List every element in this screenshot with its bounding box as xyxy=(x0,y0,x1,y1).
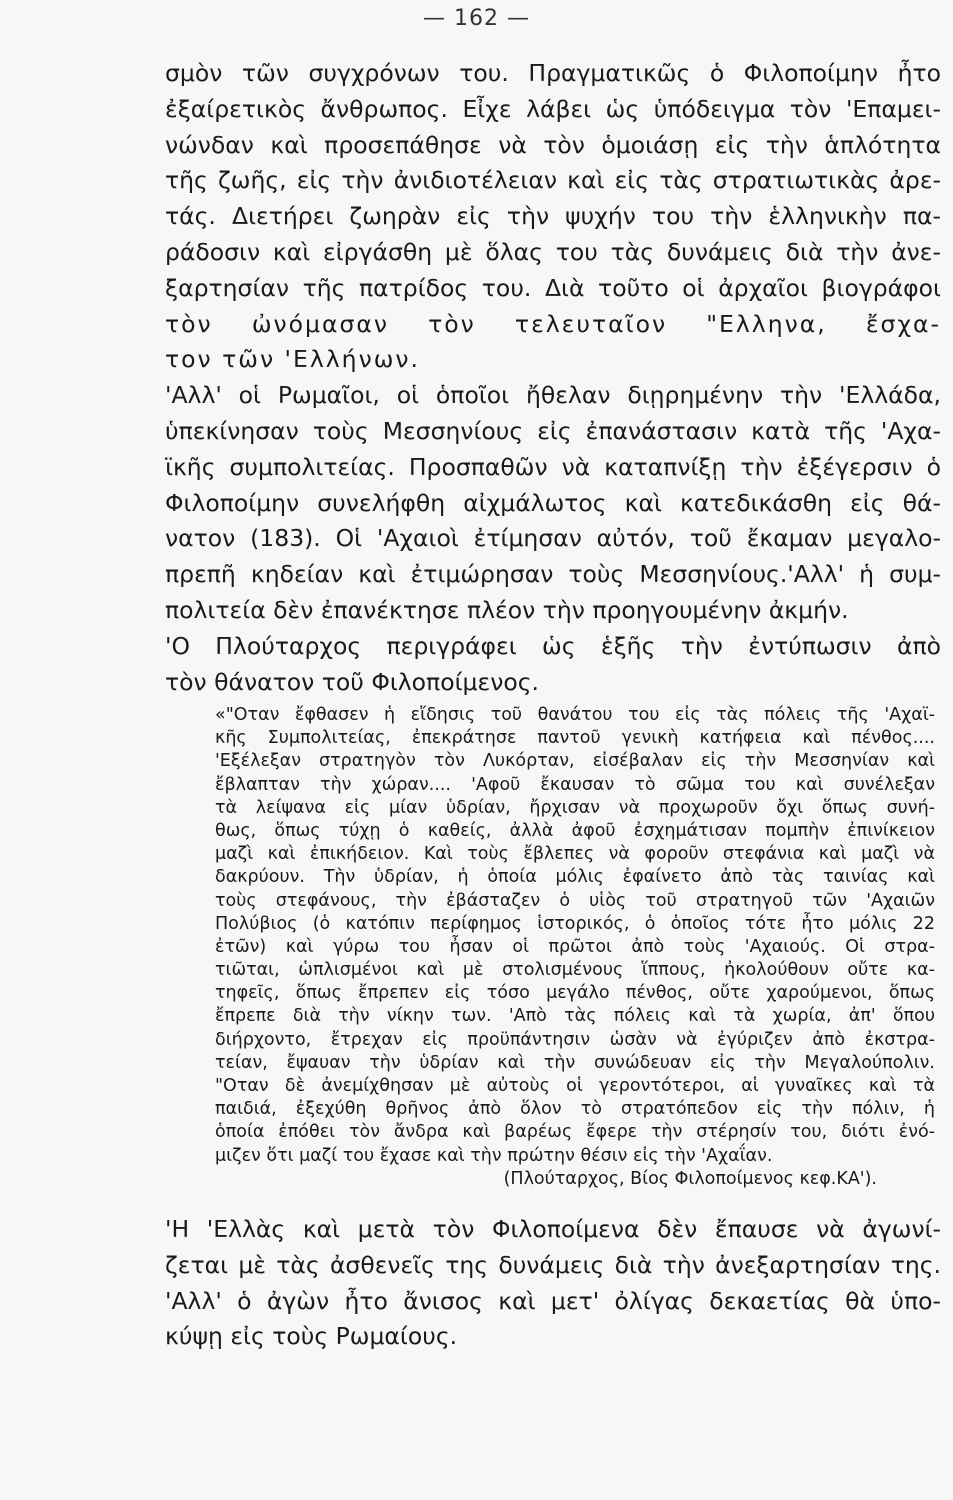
quote-line: ἔβλαπταν τὴν χώραν.... 'Αφοῦ ἔκαυσαν τὸ σῶμα του καὶ συνέλεξαν xyxy=(215,774,935,795)
plutarch-quotation xyxy=(215,704,935,1191)
text-line: ϊκῆς συμπολιτείας. Προσπαθῶν νὰ καταπνίξῃ τὴν ἐξέγερσιν ὁ xyxy=(165,452,941,481)
text-line: 'Αλλ' ὁ ἀγὼν ἦτο ἄνισος καὶ μετ' ὀλίγας δεκαετίας θὰ ὑπο- xyxy=(165,1286,941,1315)
text-line: νατον (183). Οἱ 'Αχαιοὶ ἐτίμησαν αὐτόν, τοῦ ἔκαμαν μεγαλο- xyxy=(165,524,941,553)
quote-line: ὁποία ἐπόθει τὸν ἄνδρα καὶ βαρέως ἔφερε τὴν στέρησίν του, διότι ἐνό- xyxy=(215,1122,935,1143)
text-line: τον τῶν 'Ελλήνων. xyxy=(165,345,420,374)
text-line: ὑπεκίνησαν τοὺς Μεσσηνίους εἰς ἐπανάστασιν κατὰ τῆς 'Αχα- xyxy=(165,416,941,445)
quote-line: τιῶται, ὡπλισμένοι καὶ μὲ στολισμένους ἵππους, ἠκολούθουν οὔτε κα- xyxy=(215,960,935,981)
quote-line: διήρχοντο, ἔτρεχαν εἰς προϋπάντησιν ὡσὰν νὰ ἐγύριζεν ἀπὸ ἐκστρα- xyxy=(215,1029,935,1050)
quote-line: ἐτῶν) καὶ γύρω του ἦσαν οἱ πρῶτοι ἀπὸ τοὺς 'Αχαιούς. Οἱ στρα- xyxy=(215,936,935,957)
text-line: τάς. Διετήρει ζωηρὰν εἰς τὴν ψυχήν του τὴν ἑλληνικὴν πα- xyxy=(165,202,941,231)
text-line: πολιτεία δὲν ἐπανέκτησε πλέον τὴν προηγουμένην ἀκμήν. xyxy=(165,595,849,624)
text-line: πρεπῆ κηδείαν καὶ ἐτιμώρησαν τοὺς Μεσσηνίους.'Αλλ' ἡ συμ- xyxy=(165,560,941,589)
text-line: ράδοσιν καὶ εἰργάσθη μὲ ὅλας του τὰς δυνάμεις διὰ τὴν ἀνε- xyxy=(165,237,941,266)
quote-line: 'Εξέλεξαν στρατηγὸν τὸν Λυκόρταν, εἰσέβαλαν εἰς τὴν Μεσσηνίαν καὶ xyxy=(215,751,935,772)
text-line: ξαρτησίαν τῆς πατρίδος του. Διὰ τοῦτο οἱ ἀρχαῖοι βιογράφοι xyxy=(165,273,941,302)
quote-line: τείαν, ἔψαυαν τὴν ὑδρίαν καὶ τὴν συνώδευαν εἰς τὴν Μεγαλούπολιν. xyxy=(215,1052,935,1073)
quote-line: τὰ λείψανα εἰς μίαν ὑδρίαν, ἤρχισαν νὰ προχωροῦν ὄχι ὅπως συνή- xyxy=(215,797,935,818)
text-line: κύψῃ εἰς τοὺς Ρωμαίους. xyxy=(165,1322,458,1351)
text-line: τὸν ὠνόμασαν τὸν τελευταῖον "Ελληνα, ἔσχα- xyxy=(165,309,941,338)
text-line: Φιλοποίμην συνελήφθη αἰχμάλωτος καὶ κατεδικάσθη εἰς θά- xyxy=(165,488,941,517)
text-line: 'Αλλ' οἱ Ρωμαῖοι, οἱ ὁποῖοι ἤθελαν διῃρημένην τὴν 'Ελλάδα, xyxy=(165,381,941,410)
text-line: ἐξαίρετικὸς ἄνθρωπος. Εἶχε λάβει ὡς ὑπόδειγμα τὸν 'Επαμει- xyxy=(165,94,941,123)
page-number: — 162 — xyxy=(423,6,530,31)
quote-line: τηφεῖς, ὅπως ἔπρεπεν εἰς τόσο μεγάλο πένθος, οὔτε χαρούμενοι, ὅπως xyxy=(215,983,935,1004)
text-line: 'Η 'Ελλὰς καὶ μετὰ τὸν Φιλοποίμενα δὲν ἔπαυσε νὰ ἀγωνί- xyxy=(165,1215,941,1243)
quote-line: μαζὶ καὶ ἐπικήδειον. Καὶ τοὺς ἔβλεπες νὰ φοροῦν στεφάνια καὶ μαζὶ νὰ xyxy=(215,844,935,865)
text-line: νώνδαν καὶ προσεπάθησε νὰ τὸν ὁμοιάσῃ εἰς τὴν ἁπλότητα xyxy=(165,130,941,159)
quote-line: τοὺς στεφάνους, τὴν ἐβάσταζεν ὁ υἱὸς τοῦ στρατηγοῦ τῶν 'Αχαιῶν xyxy=(215,890,935,911)
quote-line: «"Οταν ἔφθασεν ἡ εἴδησις τοῦ θανάτου του εἰς τὰς πόλεις τῆς 'Αχαϊ- xyxy=(215,705,935,725)
text-line: ζεται μὲ τὰς ἀσθενεῖς της δυνάμεις διὰ τὴν ἀνεξαρτησίαν της. xyxy=(165,1250,941,1279)
quote-line: κῆς Συμπολιτείας, ἐπεκράτησε παντοῦ γενικὴ κατήφεια καὶ πένθος.... xyxy=(215,728,935,749)
main-paragraphs xyxy=(165,56,941,700)
quote-line: "Οταν δὲ ἀνεμίχθησαν μὲ αὐτοὺς οἱ γεροντότεροι, αἱ γυναῖκες καὶ τὰ xyxy=(215,1076,935,1096)
quote-line: Πολύβιος (ὁ κατόπιν περίφημος ἱστορικός, ὁ ὁποῖος τότε ἦτο μόλις 22 xyxy=(215,913,935,934)
text-line: τῆς ζωῆς, εἰς τὴν ἀνιδιοτέλειαν καὶ εἰς τὰς στρατιωτικὰς ἀρε- xyxy=(165,166,941,195)
quote-citation: (Πλούταρχος, Βίος Φιλοποίμενος κεφ.ΚΑ'). xyxy=(503,1168,877,1189)
quote-line: δακρύουν. Τὴν ὑδρίαν, ἡ ὁποία μόλις ἐφαίνετο ἀπὸ τὰς ταινίας καὶ xyxy=(215,867,935,888)
closing-paragraph xyxy=(165,1212,941,1355)
quote-line: ἔπρεπε διὰ τὴν νίκην των. 'Απὸ τὰς πόλεις καὶ τὰ χωρία, ἀπ' ὅπου xyxy=(215,1006,935,1027)
text-line: 'Ο Πλούταρχος περιγράφει ὡς ἑξῆς τὴν ἐντύπωσιν ἀπὸ xyxy=(165,631,941,660)
quote-line: μιζεν ὅτι μαζί του ἔχασε καὶ τὴν πρώτην θέσιν εἰς τὴν 'Αχαΐαν. xyxy=(215,1145,773,1166)
quote-line: παιδιά, ἐξεχύθη θρῆνος ἀπὸ ὅλον τὸ στρατόπεδον εἰς τὴν πόλιν, ἡ xyxy=(215,1099,935,1120)
quote-line: θως, ὅπως τύχῃ ὁ καθείς, ἀλλὰ ἀφοῦ ἐσχημάτισαν πομπὴν ἐπινίκειον xyxy=(215,820,935,841)
text-line: τὸν θάνατον τοῦ Φιλοποίμενος. xyxy=(165,667,539,696)
text-line: σμὸν τῶν συγχρόνων του. Πραγματικῶς ὁ Φιλοποίμην ἦτο xyxy=(165,59,941,87)
